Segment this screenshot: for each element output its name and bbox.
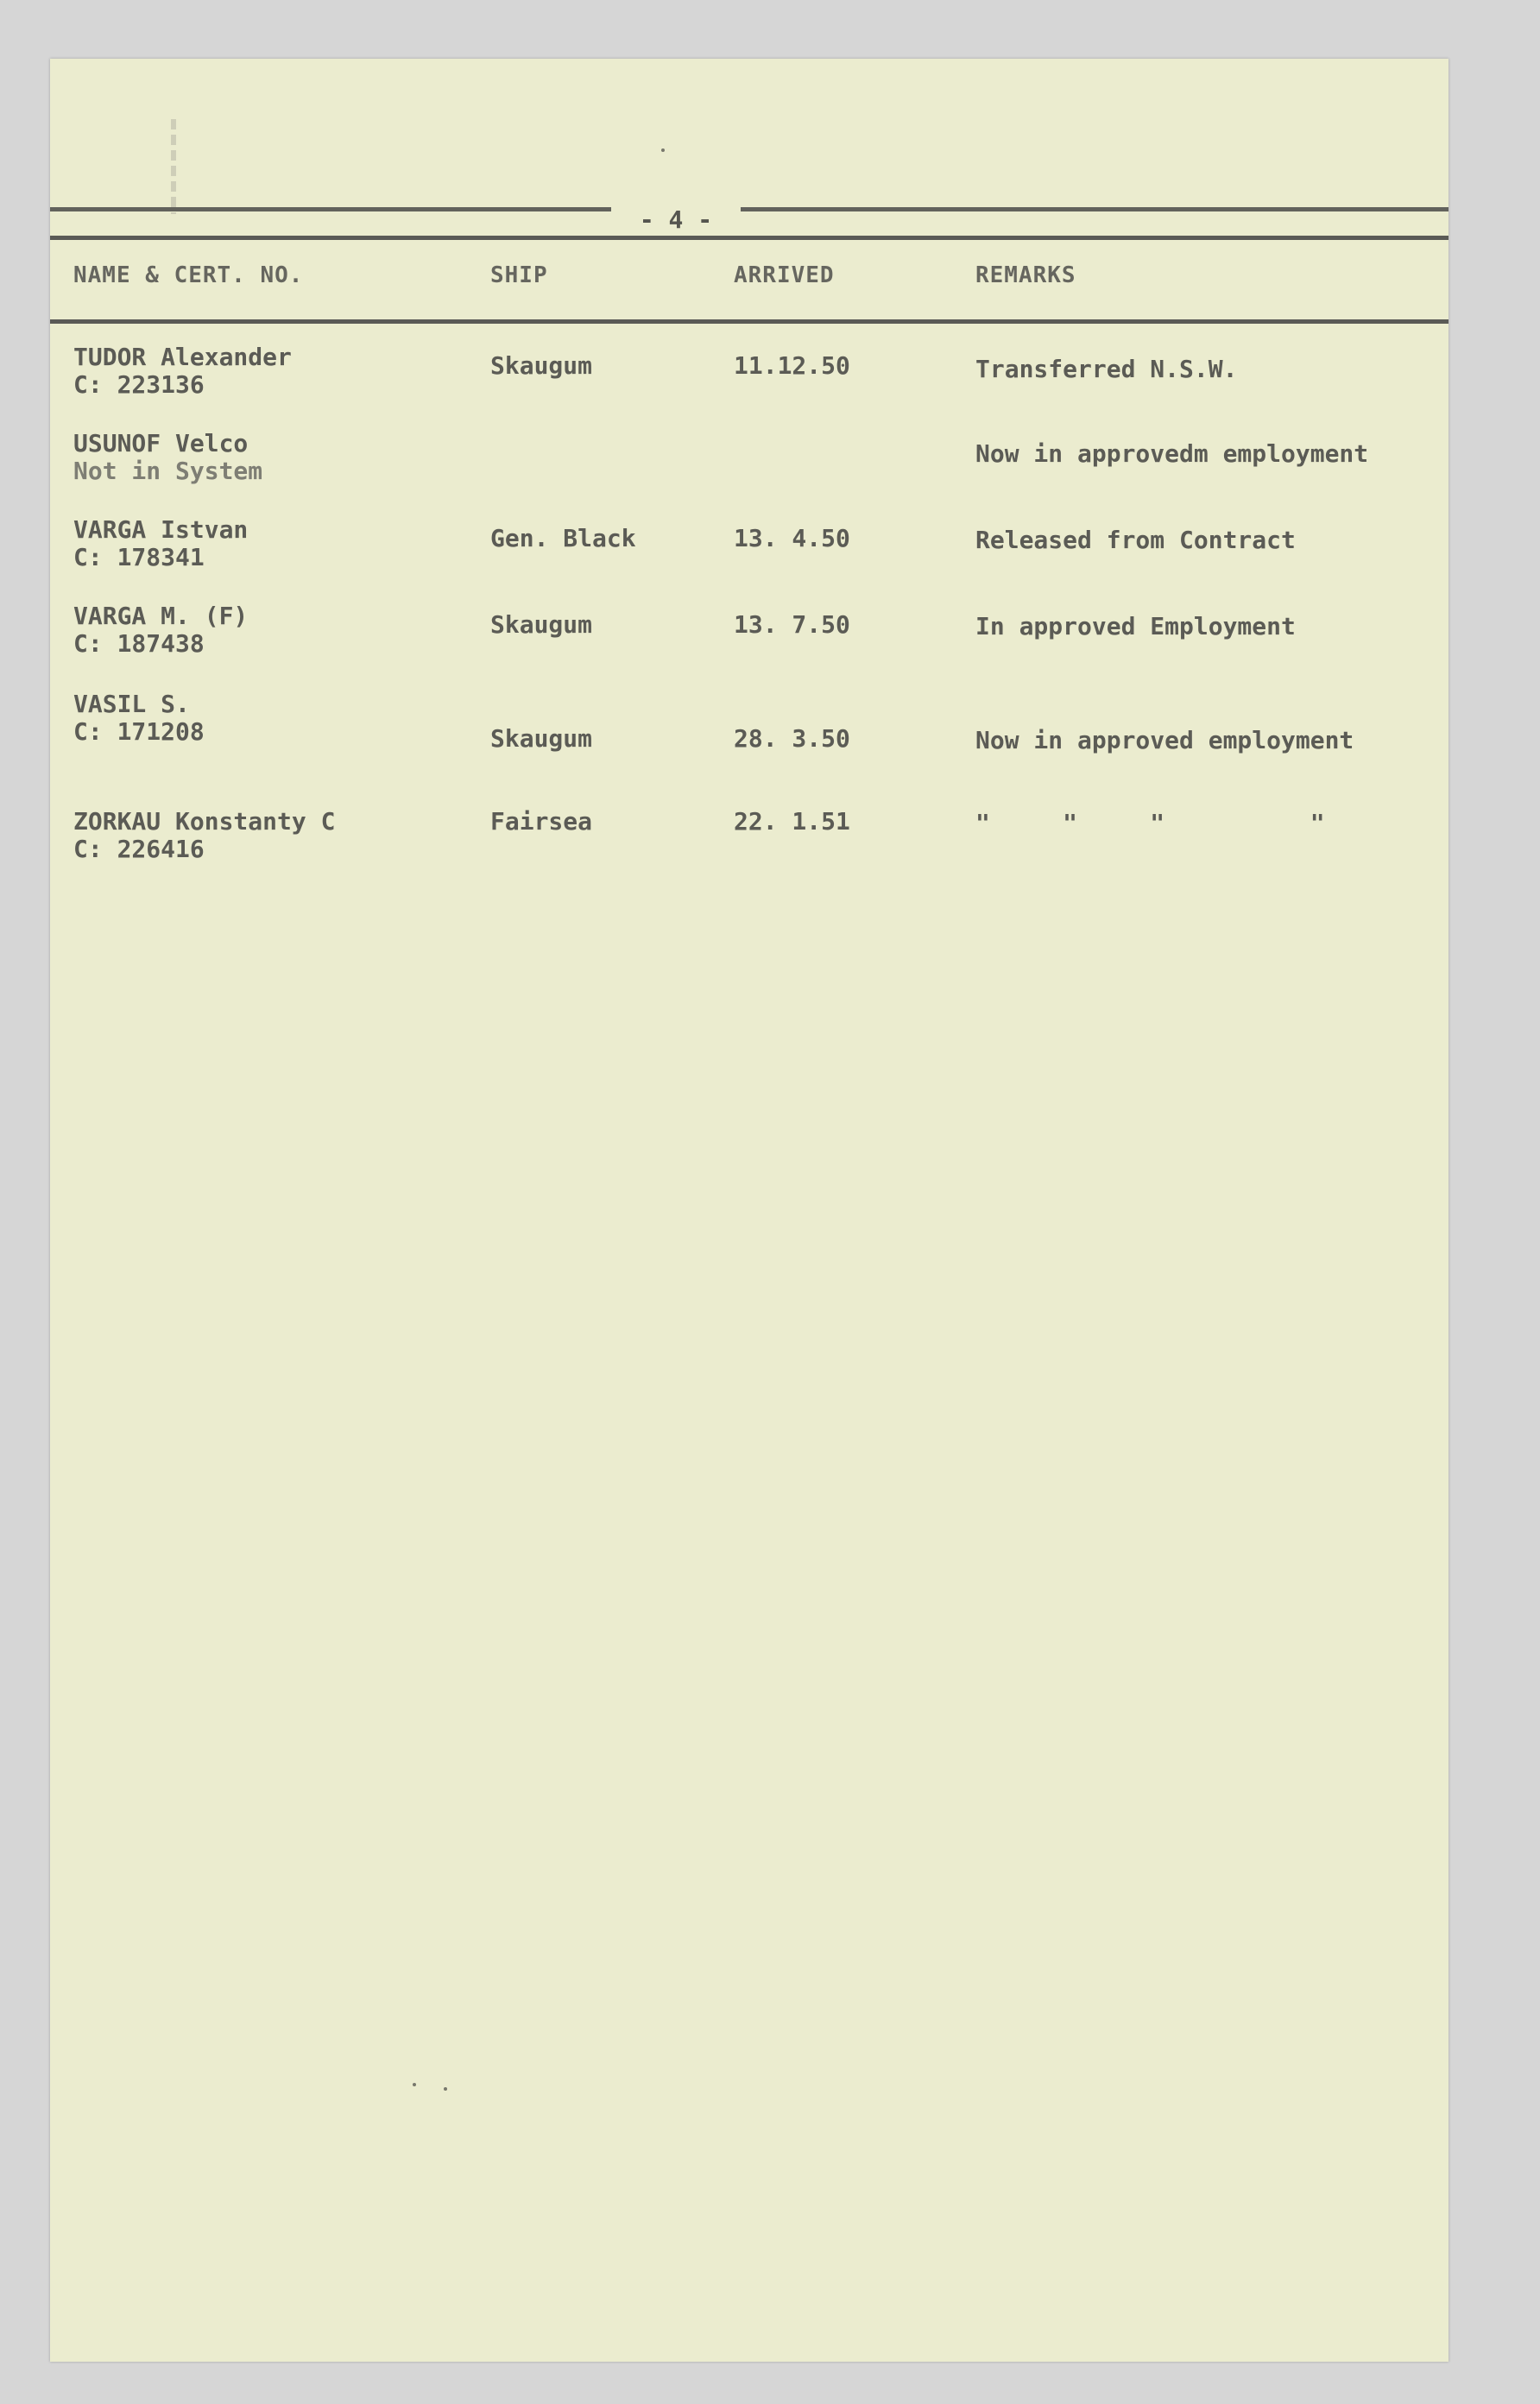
- row-name: VARGA Istvan: [73, 515, 249, 544]
- table-row: [73, 691, 205, 746]
- row-remarks: Now in approved employment: [975, 726, 1354, 754]
- row-cert: C: 226416: [73, 835, 205, 863]
- row-arrived: 13. 7.50: [734, 610, 850, 639]
- row-ship: Fairsea: [490, 807, 593, 836]
- row-ship: Gen. Black: [490, 524, 636, 552]
- header-arrived: ARRIVED: [734, 262, 835, 288]
- speck: [661, 148, 665, 152]
- row-name: VARGA M. (F): [73, 602, 249, 630]
- row-remarks: " " " ": [975, 809, 1325, 837]
- header-remarks: REMARKS: [975, 262, 1076, 288]
- speck: [444, 2087, 447, 2091]
- row-name: VASIL S.: [73, 690, 190, 718]
- row-remarks: In approved Employment: [975, 612, 1296, 640]
- row-cert: C: 171208: [73, 717, 205, 746]
- row-ship: Skaugum: [490, 724, 593, 753]
- row-remarks: Transferred N.S.W.: [975, 355, 1238, 383]
- row-cert: C: 223136: [73, 370, 205, 399]
- row-arrived: 11.12.50: [734, 351, 850, 380]
- row-name: TUDOR Alexander: [73, 343, 292, 371]
- row-ship: Skaugum: [490, 351, 593, 380]
- table-row: [73, 808, 335, 863]
- row-cert: C: 187438: [73, 629, 205, 658]
- row-arrived: 22. 1.51: [734, 807, 850, 836]
- row-cert: Not in System: [73, 457, 263, 485]
- table-row: [73, 516, 248, 571]
- row-ship: Skaugum: [490, 610, 593, 639]
- header-rule: [50, 319, 1448, 324]
- row-name: ZORKAU Konstanty C: [73, 807, 336, 836]
- row-remarks: Now in approvedm employment: [975, 439, 1369, 468]
- row-name: USUNOF Velco: [73, 429, 249, 457]
- top-rule-second: [50, 236, 1448, 240]
- row-cert: C: 178341: [73, 543, 205, 571]
- tape-mark: [171, 119, 176, 214]
- top-rule: [50, 207, 1448, 211]
- table-row: [73, 603, 248, 658]
- header-name: NAME & CERT. NO.: [73, 262, 304, 288]
- row-remarks: Released from Contract: [975, 526, 1296, 554]
- header-ship: SHIP: [490, 262, 548, 288]
- row-arrived: 28. 3.50: [734, 724, 850, 753]
- table-row: [73, 344, 292, 399]
- document-page: [50, 59, 1448, 2362]
- speck: [413, 2083, 416, 2086]
- page-number: - 4 -: [611, 205, 741, 234]
- row-arrived: 13. 4.50: [734, 524, 850, 552]
- table-row: [73, 430, 262, 485]
